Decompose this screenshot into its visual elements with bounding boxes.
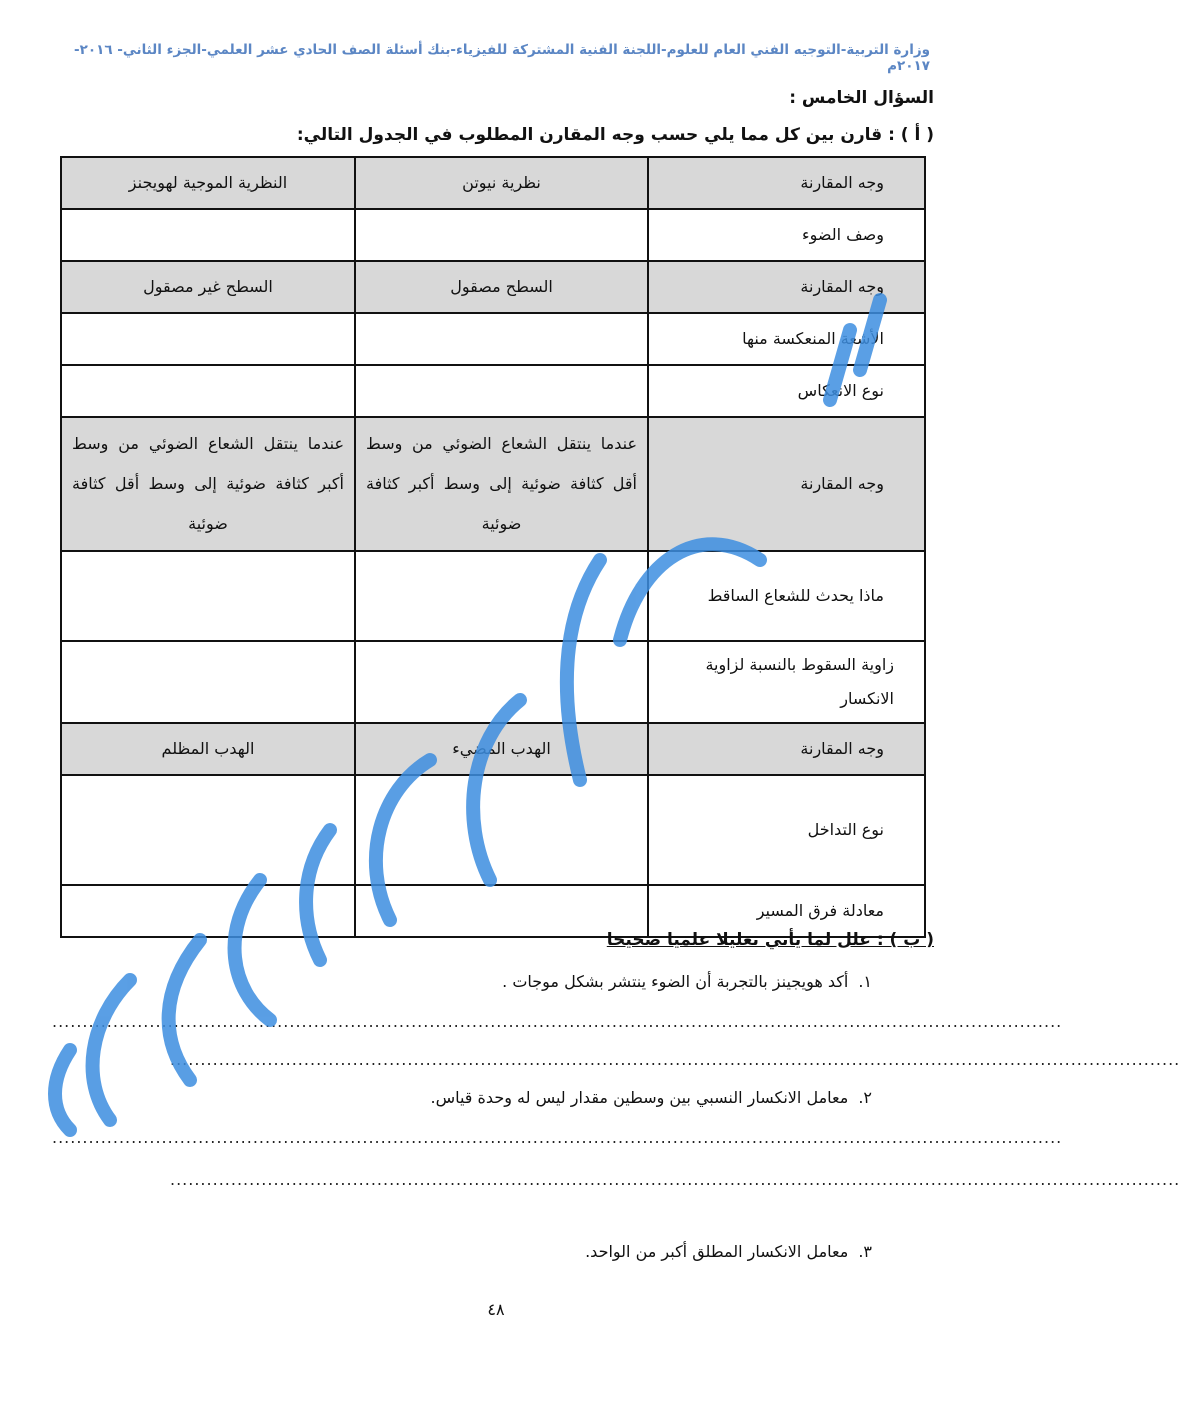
table-row <box>61 775 925 885</box>
table-row <box>61 365 925 417</box>
question-part-a: ( أ ) : قارن بين كل مما يلي حسب وجه المقارن المطلوب في الجدول التالي: <box>296 125 934 145</box>
answer-line[interactable]: ...................................................................................................................................................................... <box>170 1170 1180 1189</box>
answer-cell[interactable] <box>61 885 355 937</box>
table-header-row <box>61 157 925 209</box>
answer-cell[interactable] <box>355 313 648 365</box>
row-label: زاوية السقوط بالنسبة لزاوية الانكسار <box>648 641 925 723</box>
table-row <box>61 313 925 365</box>
comparison-table <box>60 156 926 938</box>
row-label: وصف الضوء <box>648 209 925 261</box>
answer-cell[interactable] <box>61 641 355 723</box>
header-cell-bright-fringe: الهدب المضيء <box>355 723 648 775</box>
table-header-row <box>61 417 925 551</box>
answer-cell[interactable] <box>355 365 648 417</box>
item-text: معامل الانكسار المطلق أكبر من الواحد. <box>585 1242 849 1261</box>
answer-line[interactable]: ...................................................................................................................................................................... <box>52 1012 1063 1031</box>
page-number: ٤٨ <box>487 1300 505 1319</box>
row-label: معادلة فرق المسير <box>648 885 925 937</box>
table-row <box>61 641 925 723</box>
page-header: وزارة التربية-التوجيه الفني العام للعلوم-اللجنة الفنية المشتركة للفيزياء-بنك أسئلة الصف الحادي عشر العلمي-الجزء الثاني- ٢٠١٦- ٢٠١٧م <box>73 42 930 74</box>
header-cell-more-to-less-dense: عندما ينتقل الشعاع الضوئي من وسط أكبر كثافة ضوئية إلى وسط أقل كثافة ضوئية <box>61 417 355 551</box>
header-cell-newton: نظرية نيوتن <box>355 157 648 209</box>
row-label: نوع التداخل <box>648 775 925 885</box>
item-text: أكد هويجينز بالتجربة أن الضوء ينتشر بشكل موجات . <box>502 972 849 991</box>
table-row <box>61 209 925 261</box>
header-cell-huygens: النظرية الموجية لهويجنز <box>61 157 355 209</box>
header-cell-less-to-more-dense: عندما ينتقل الشعاع الضوئي من وسط أقل كثافة ضوئية إلى وسط أكبر كثافة ضوئية <box>355 417 648 551</box>
answer-cell[interactable] <box>61 551 355 641</box>
item-number: ٢. <box>858 1088 872 1107</box>
answer-cell[interactable] <box>355 641 648 723</box>
list-item <box>585 1242 872 1261</box>
header-cell-polished: السطح مصقول <box>355 261 648 313</box>
header-cell-aspect: وجه المقارنة <box>648 157 925 209</box>
header-cell-aspect: وجه المقارنة <box>648 723 925 775</box>
answer-cell[interactable] <box>61 365 355 417</box>
item-number: ١. <box>858 972 872 991</box>
answer-cell[interactable] <box>61 209 355 261</box>
header-cell-aspect: وجه المقارنة <box>648 261 925 313</box>
row-label: نوع الانعكاس <box>648 365 925 417</box>
part-b-title: ( ب ) : علل لما يأتي تعليلا علميا صحيحا <box>606 930 934 950</box>
answer-cell[interactable] <box>355 551 648 641</box>
answer-cell[interactable] <box>61 313 355 365</box>
answer-line[interactable]: ...................................................................................................................................................................... <box>170 1050 1180 1069</box>
question-title: السؤال الخامس : <box>789 88 934 108</box>
table-row <box>61 551 925 641</box>
item-number: ٣. <box>858 1242 872 1261</box>
answer-cell[interactable] <box>61 775 355 885</box>
answer-cell[interactable] <box>355 209 648 261</box>
answer-cell[interactable] <box>355 775 648 885</box>
list-item <box>430 1088 872 1107</box>
header-cell-dark-fringe: الهدب المظلم <box>61 723 355 775</box>
answer-line[interactable]: ...................................................................................................................................................................... <box>52 1128 1063 1147</box>
answer-cell[interactable] <box>355 885 648 937</box>
item-text: معامل الانكسار النسبي بين وسطين مقدار ليس له وحدة قياس. <box>430 1088 849 1107</box>
header-cell-aspect: وجه المقارنة <box>648 417 925 551</box>
header-cell-unpolished: السطح غير مصقول <box>61 261 355 313</box>
list-item <box>502 972 872 991</box>
table-header-row <box>61 261 925 313</box>
row-label: ماذا يحدث للشعاع الساقط <box>648 551 925 641</box>
row-label: الأشعة المنعكسة منها <box>648 313 925 365</box>
table-header-row <box>61 723 925 775</box>
